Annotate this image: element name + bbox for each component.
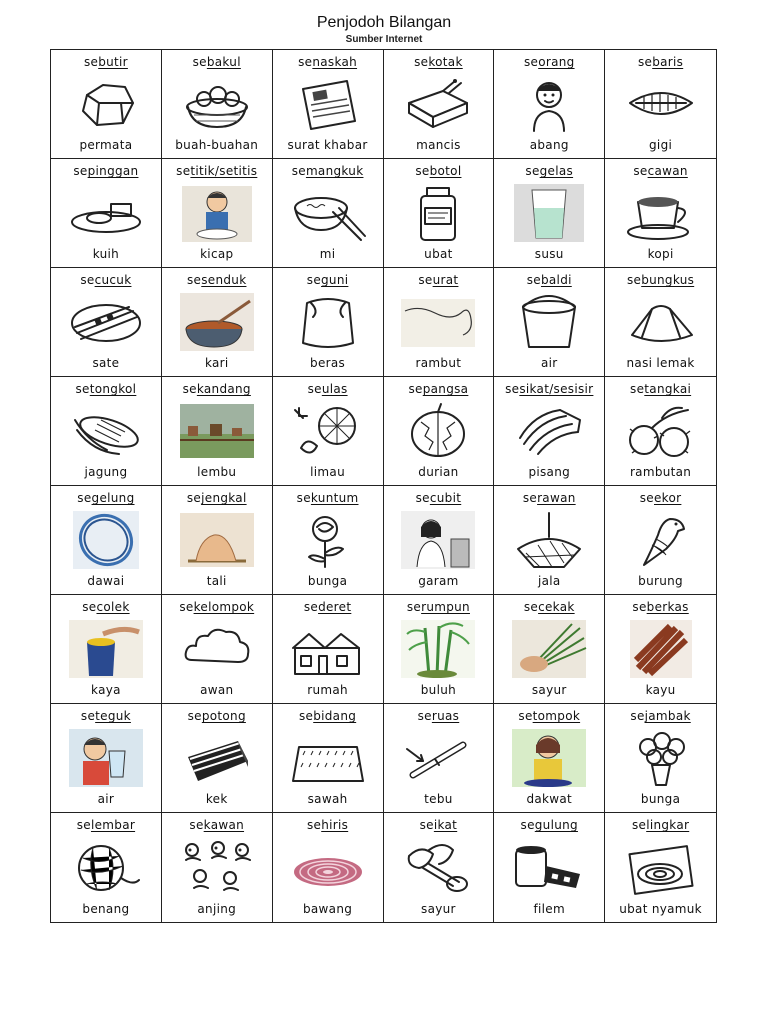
mosquito-coil-icon [622,836,700,898]
noun-label: awan [200,683,234,697]
cell-semangkuk [273,159,384,268]
classifier-word [632,818,689,832]
page-subtitle: Sumber Internet [345,34,423,45]
noun-label: bunga [640,792,681,806]
cell-sehiris [273,813,384,922]
noun-label: air [97,792,115,806]
cell-setitik-setitis [162,159,273,268]
classifier-prefix: se [298,55,313,69]
noun-label: dakwat [526,792,573,806]
noun-label: air [540,356,558,370]
satay-icon [67,291,145,353]
gem-icon [67,73,145,135]
classifier-prefix: se [307,382,322,396]
classifier-prefix: se [415,491,430,505]
classifier-stem: baris [652,55,684,69]
corn-icon [67,400,145,462]
food-packet-icon [622,291,700,353]
classifier-prefix: se [73,164,88,178]
cell-sekuntum [273,486,384,595]
noun-label: sate [92,356,120,370]
classifier-stem: tangkai [644,382,692,396]
noun-label: susu [534,247,564,261]
cell-segulung [494,813,605,922]
classifier-prefix: se [632,600,647,614]
classifier-word [640,491,682,505]
noun-label: garam [418,574,459,588]
noun-label: gigi [649,138,673,152]
classifier-stem: lingkar [646,818,690,832]
parrot-icon [622,509,700,571]
classifier-prefix: se [82,600,97,614]
hand-span-icon [178,509,256,571]
classifier-stem: cucuk [94,273,132,287]
classifier-prefix: se [80,709,96,723]
noun-label: burung [638,574,683,588]
cell-sekandang [162,377,273,486]
noun-label: benang [82,902,130,916]
cell-secekak [494,595,605,704]
noun-label: durian [418,465,459,479]
vegetable-bundle-icon [399,836,477,898]
boy-icon [510,73,588,135]
classifier-word [298,55,357,69]
classifier-prefix: se [414,55,429,69]
classifier-stem: gelas [539,164,574,178]
classifier-word [418,709,460,723]
cell-serumpun [384,595,495,704]
classifier-stem: botol [429,164,462,178]
bamboo-icon [399,618,477,680]
cell-secolek [51,595,162,704]
classifier-word [407,600,470,614]
classifier-stem: gelung [91,491,135,505]
classifier-prefix: se [505,382,520,396]
noun-label: rambutan [629,465,692,479]
classifier-stem: ikat [433,818,458,832]
noun-label: ubat [424,247,453,261]
classifier-word [632,600,688,614]
noun-label: kuih [92,247,120,261]
classifier-word [416,491,462,505]
classifier-prefix: se [522,491,538,505]
cell-secucuk [51,268,162,377]
classifier-stem: baldi [540,273,572,287]
classifier-word [81,709,131,723]
classifier-word [308,382,348,396]
classifier-word [525,164,573,178]
classifier-stem: bidang [313,709,357,723]
classifier-prefix: se [186,491,202,505]
noun-label: sayur [531,683,567,697]
jam-jar-icon [67,618,145,680]
noun-label: bunga [307,574,348,588]
noun-label: rambut [415,356,462,370]
classifier-stem: bakul [206,55,241,69]
noun-label: tebu [424,792,453,806]
classifier-prefix: se [630,709,645,723]
classifier-stem: naskah [312,55,358,69]
classifier-word [297,491,359,505]
cell-sebaris [605,50,716,159]
cell-sesikat-sesisir [494,377,605,486]
classifier-stem: gulung [534,818,578,832]
classifier-word [524,600,575,614]
cell-sebakul [162,50,273,159]
noun-label: jagung [84,465,128,479]
classifier-prefix: se [406,600,422,614]
classifier-word [187,273,246,287]
classifier-prefix: se [415,164,430,178]
classifier-prefix: se [633,164,648,178]
classifier-word [627,273,694,287]
cell-segelung [51,486,162,595]
classifier-stem: ruas [431,709,460,723]
noun-label: filem [533,902,565,916]
bucket-icon [510,291,588,353]
coffee-cup-icon [622,182,700,244]
classifier-prefix: se [192,55,207,69]
classifier-word [84,55,128,69]
paddy-field-icon [289,727,367,789]
noun-label: mancis [416,138,461,152]
teeth-icon [622,73,700,135]
classifier-prefix: se [523,600,539,614]
yarn-ball-icon [67,836,145,898]
medicine-bottle-icon [399,182,477,244]
classifier-word [176,164,257,178]
classifier-prefix: se [518,709,533,723]
classifier-stem: titik/setitis [190,164,258,178]
noun-label: pisang [528,465,571,479]
classifier-prefix: se [189,818,204,832]
classifier-prefix: se [418,273,433,287]
cell-seruas [384,704,495,813]
classifier-word [505,382,593,396]
classifier-prefix: se [526,273,541,287]
classifier-stem: guni [321,273,349,287]
classifier-word [299,709,356,723]
cell-sejengkal [162,486,273,595]
classifier-word [292,164,364,178]
classifier-word [188,709,246,723]
classifier-stem: kawan [203,818,245,832]
woman-cooking-icon [399,509,477,571]
cell-sebidang [273,704,384,813]
cell-seekor [605,486,716,595]
noun-label: lembu [197,465,237,479]
boy-eating-icon [178,182,256,244]
classifier-word [414,55,463,69]
noun-label: kayu [645,683,676,697]
noun-label: tali [206,574,227,588]
cell-setangkai [605,377,716,486]
banana-hand-icon [510,400,588,462]
classifier-stem: ulas [321,382,348,396]
classifier-stem: orang [538,55,575,69]
matchbox-icon [399,73,477,135]
classifier-prefix: se [525,164,540,178]
onion-slice-icon [289,836,367,898]
noun-label: kaya [91,683,121,697]
cattle-pen-icon [178,400,256,462]
page-title: Penjodoh Bilangan [316,14,452,31]
noun-label: anjing [197,902,237,916]
classifier-prefix: se [298,709,314,723]
dog-pack-icon [178,836,256,898]
classifier-word [523,491,576,505]
classifier-word [189,818,244,832]
rice-sack-icon [289,291,367,353]
classifier-word [418,273,458,287]
classifier-stem: mangkuk [305,164,364,178]
classifier-stem: kotak [428,55,463,69]
rose-icon [289,509,367,571]
classifier-prefix: se [306,818,322,832]
durian-icon [399,400,477,462]
classifier-prefix: se [631,818,647,832]
fishing-net-icon [510,509,588,571]
wire-coil-icon [67,509,145,571]
cell-sepinggan [51,159,162,268]
classifier-word [524,55,575,69]
classifier-stem: deret [318,600,352,614]
classifier-word [183,382,251,396]
classifier-stem: kuntum [310,491,359,505]
cell-seguni [273,268,384,377]
cake-plate-icon [67,182,145,244]
classifier-word [408,382,468,396]
cell-sekelompok [162,595,273,704]
classifier-prefix: se [417,709,432,723]
classifier-word [630,709,690,723]
classifier-prefix: se [176,164,191,178]
cell-sesenduk [162,268,273,377]
classifier-word [415,164,461,178]
cell-segelas [494,159,605,268]
classifier-stem: tompok [532,709,581,723]
hair-strand-icon [399,291,477,353]
noun-label: sayur [421,902,456,916]
classifier-prefix: se [296,491,311,505]
classifier-stem: butir [98,55,128,69]
cell-seurat [384,268,495,377]
row-houses-icon [289,618,367,680]
classifier-stem: tongkol [89,382,137,396]
cell-seikat [384,813,495,922]
classifier-word [630,382,691,396]
girl-ink-icon [510,727,588,789]
cell-sekotak [384,50,495,159]
cell-sepotong [162,704,273,813]
classifier-prefix: se [83,55,99,69]
cell-seorang [494,50,605,159]
classifier-prefix: se [187,273,202,287]
classifier-stem: cekak [538,600,575,614]
classifier-word [521,818,578,832]
noun-label: jala [537,574,561,588]
classifier-word [179,600,254,614]
cell-sejambak [605,704,716,813]
classifier-stem: lembar [90,818,136,832]
noun-label: dawai [87,574,125,588]
rambutan-icon [622,400,700,462]
cell-sebungkus [605,268,716,377]
noun-label: buah-buahan [175,138,259,152]
classifier-prefix: se [523,55,539,69]
classifier-prefix: se [408,382,423,396]
classifier-stem: colek [96,600,130,614]
classifier-stem: cawan [647,164,688,178]
noun-label: surat khabar [287,138,368,152]
classifier-prefix: se [77,491,92,505]
cloud-icon [178,618,256,680]
noun-label: nasi lemak [626,356,695,370]
classifier-stem: bungkus [641,273,695,287]
classifier-word [420,818,458,832]
noun-label: kicap [200,247,234,261]
classifier-stem: ekor [654,491,682,505]
cell-sebutir [51,50,162,159]
classifier-prefix: se [179,600,194,614]
cell-secubit [384,486,495,595]
classifier-stem: pangsa [422,382,469,396]
boy-drinking-icon [67,727,145,789]
classifier-stem: kelompok [193,600,255,614]
classifier-prefix: se [306,273,322,287]
classifier-word [638,55,683,69]
glass-icon [510,182,588,244]
cell-sebotol [384,159,495,268]
newspaper-icon [289,73,367,135]
classifier-prefix: se [291,164,306,178]
classifier-word [527,273,572,287]
classifier-stem: senduk [201,273,247,287]
fruit-basket-icon [178,73,256,135]
classifier-word [187,491,247,505]
classifier-word [518,709,580,723]
cell-selembar [51,813,162,922]
cell-secawan [605,159,716,268]
cell-seulas [273,377,384,486]
cell-senaskah [273,50,384,159]
classifier-prefix: se [182,382,197,396]
classifier-stem: rumpun [421,600,470,614]
noun-label: limau [310,465,345,479]
classifier-prefix: se [419,818,434,832]
classifier-prefix: se [520,818,535,832]
cell-sekawan [162,813,273,922]
classifier-stem: pinggan [87,164,139,178]
classifier-stem: berkas [646,600,689,614]
classifier-stem: jambak [644,709,691,723]
cell-setompok [494,704,605,813]
noun-label: sawah [307,792,348,806]
classifier-stem: kandang [196,382,251,396]
noun-label: buluh [420,683,457,697]
classifier-word [82,600,129,614]
noun-label: rumah [307,683,348,697]
cell-sebaldi [494,268,605,377]
classifier-word [76,382,137,396]
noun-label: beras [310,356,346,370]
cell-serawan [494,486,605,595]
classifier-word [193,55,241,69]
flower-bouquet-icon [622,727,700,789]
classifier-prefix: se [187,709,202,723]
classifier-word [80,273,131,287]
classifier-stem: cubit [429,491,462,505]
cell-seteguk [51,704,162,813]
classifier-prefix: se [626,273,642,287]
cake-slice-icon [178,727,256,789]
classifier-word [77,818,135,832]
sugarcane-icon [399,727,477,789]
classifier-word [304,600,352,614]
classifier-stem: teguk [95,709,131,723]
vegetable-bunch-icon [510,618,588,680]
wood-bundle-icon [622,618,700,680]
classifier-word [73,164,138,178]
noun-label: kari [204,356,229,370]
classifier-stem: sikat/sesisir [519,382,594,396]
classifier-word [307,273,349,287]
cell-sederet [273,595,384,704]
classifier-table [50,49,717,923]
classifier-prefix: se [303,600,319,614]
noun-label: kopi [647,247,674,261]
classifier-prefix: se [639,491,654,505]
orange-segment-icon [289,400,367,462]
classifier-word [633,164,687,178]
film-roll-icon [510,836,588,898]
classifier-word [77,491,134,505]
classifier-prefix: se [630,382,645,396]
noun-label: abang [529,138,569,152]
noodle-bowl-icon [289,182,367,244]
classifier-stem: rawan [537,491,576,505]
cell-selingkar [605,813,716,922]
curry-pot-icon [178,291,256,353]
classifier-prefix: se [75,382,90,396]
classifier-word [307,818,348,832]
cell-setongkol [51,377,162,486]
classifier-stem: urat [432,273,459,287]
classifier-stem: hiris [321,818,349,832]
noun-label: kek [205,792,228,806]
classifier-prefix: se [637,55,653,69]
noun-label: bawang [302,902,353,916]
classifier-stem: potong [201,709,246,723]
noun-label: permata [79,138,133,152]
classifier-prefix: se [76,818,91,832]
noun-label: ubat nyamuk [619,902,702,916]
cell-seberkas [605,595,716,704]
classifier-prefix: se [80,273,95,287]
classifier-stem: jengkal [201,491,247,505]
cell-sepangsa [384,377,495,486]
noun-label: mi [319,247,336,261]
